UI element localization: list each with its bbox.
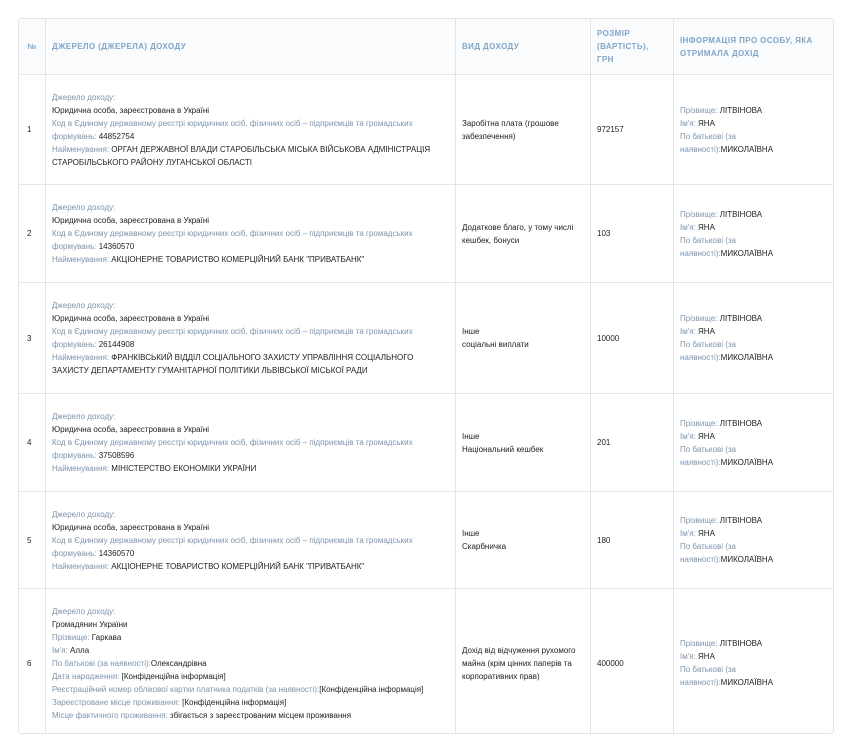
name-label: Найменування: xyxy=(52,561,112,571)
surname-label: Прізвище: xyxy=(680,639,720,648)
given-label: Ім'я: xyxy=(680,327,699,336)
surname-value: ЛІТВІНОВА xyxy=(719,639,763,648)
source-kind: Юридична особа, зареєстрована в Україні xyxy=(52,105,210,115)
patronymic-value: МИКОЛАЇВНА xyxy=(720,678,774,687)
amount-cell: 400000 xyxy=(591,589,674,735)
name-value: ОРГАН ДЕРЖАВНОЇ ВЛАДИ СТАРОБІЛЬСЬКА МІСЬКА ВІЙСЬКОВА АДМІНІСТРАЦІЯ СТАРОБІЛЬСЬКОГО РАЙОНУ ЛУГАНСЬКОЇ ОБЛАСТІ xyxy=(52,144,431,167)
surname-value: ЛІТВІНОВА xyxy=(719,105,763,115)
patronymic-value: МИКОЛАЇВНА xyxy=(720,248,774,258)
recipient-cell xyxy=(674,589,835,735)
source-cell xyxy=(46,75,456,185)
registered-place-value: [Конфіденційна інформація] xyxy=(182,697,287,707)
code-value: 14360570 xyxy=(98,548,135,558)
header-income-type: ВИД ДОХОДУ xyxy=(456,19,591,75)
table-header-row xyxy=(19,19,834,75)
name-label: Найменування: xyxy=(52,255,112,264)
income-type: Додаткове благо, у тому числі кешбек, бонуси xyxy=(462,222,574,245)
patronymic-value: Олександрівна xyxy=(150,658,207,668)
income-type-cell xyxy=(456,394,591,492)
row-number: 6 xyxy=(19,589,46,735)
source-label: Джерело доходу: xyxy=(52,301,116,310)
actual-place-label: Місце фактичного проживання: xyxy=(52,710,170,720)
recipient-cell xyxy=(674,283,835,394)
code-value: 44852754 xyxy=(98,131,135,141)
given-value: ЯНА xyxy=(698,431,715,441)
registered-place-label: Зареєстроване місце проживання: xyxy=(52,697,183,707)
actual-place-value: збігається з зареєстрованим місцем проживання xyxy=(170,710,352,720)
income-type-cell xyxy=(456,589,591,735)
given-label: Ім'я: xyxy=(680,431,699,441)
recipient-cell xyxy=(674,185,835,283)
given-value: Алла xyxy=(70,645,90,655)
source-kind: Юридична особа, зареєстрована в Україні xyxy=(52,522,210,532)
given-label: Ім'я: xyxy=(680,652,699,661)
patronymic-label: По батькові (за наявності): xyxy=(680,235,736,258)
income-type: Інше xyxy=(462,327,480,336)
patronymic-label: По батькові (за наявності): xyxy=(52,658,151,668)
source-label: Джерело доходу: xyxy=(52,606,116,616)
patronymic-label: По батькові (за наявності): xyxy=(680,665,736,687)
given-value: ЯНА xyxy=(698,529,715,538)
row-number: 2 xyxy=(19,185,46,283)
recipient-cell xyxy=(674,492,835,589)
code-label: Код в Єдиному державному реєстрі юридичних осіб, фізичних осіб – підприємців та громадських формувань: xyxy=(52,535,413,558)
recipient-cell xyxy=(674,394,835,492)
source-label: Джерело доходу: xyxy=(52,203,116,212)
source-kind: Громадянин України xyxy=(52,619,128,629)
header-recipient-info: ІНФОРМАЦІЯ ПРО ОСОБУ, ЯКА ОТРИМАЛА ДОХІД xyxy=(674,19,835,75)
surname-label: Прізвище: xyxy=(680,209,720,219)
table-row xyxy=(19,75,834,185)
given-value: ЯНА xyxy=(698,118,715,128)
header-amount: РОЗМІР (ВАРТІСТЬ), ГРН xyxy=(591,19,674,75)
patronymic-label: По батькові (за наявності): xyxy=(680,131,736,154)
code-value: 37508596 xyxy=(98,451,135,460)
surname-label: Прізвище: xyxy=(680,105,720,115)
name-value: ФРАНКІВСЬКИЙ ВІДДІЛ СОЦІАЛЬНОГО ЗАХИСТУ УПРАВЛІННЯ СОЦІАЛЬНОГО ЗАХИСТУ ДЕПАРТАМЕНТУ ГУМАНІТАРНОЇ ПОЛІТИКИ ЛЬВІВСЬКОЇ МІСЬКОЇ РАДИ xyxy=(52,353,414,375)
amount-cell: 201 xyxy=(591,394,674,492)
income-type-cell xyxy=(456,75,591,185)
given-label: Ім'я: xyxy=(680,222,699,232)
patronymic-label: По батькові (за наявності): xyxy=(680,444,736,467)
code-value: 14360570 xyxy=(98,242,135,251)
surname-value: ЛІТВІНОВА xyxy=(719,516,763,525)
table-row xyxy=(19,283,834,394)
income-type: Заробітна плата (грошове забезпечення) xyxy=(462,118,559,141)
patronymic-value: МИКОЛАЇВНА xyxy=(720,457,774,467)
table-row xyxy=(19,589,834,735)
name-value: МІНІСТЕРСТВО ЕКОНОМІКИ УКРАЇНИ xyxy=(111,464,257,473)
amount-cell: 103 xyxy=(591,185,674,283)
income-type-cell xyxy=(456,283,591,394)
patronymic-label: По батькові (за наявності): xyxy=(680,542,736,564)
income-type-detail: Скарбничка xyxy=(462,542,507,551)
name-value: АКЦІОНЕРНЕ ТОВАРИСТВО КОМЕРЦІЙНИЙ БАНК "ПРИВАТБАНК" xyxy=(111,561,365,571)
code-label: Код в Єдиному державному реєстрі юридичних осіб, фізичних осіб – підприємців та громадських формувань: xyxy=(52,118,413,141)
source-cell xyxy=(46,283,456,394)
source-cell xyxy=(46,589,456,735)
surname-value: ЛІТВІНОВА xyxy=(719,209,763,219)
given-value: ЯНА xyxy=(698,652,715,661)
code-label: Код в Єдиному державному реєстрі юридичних осіб, фізичних осіб – підприємців та громадських формувань: xyxy=(52,438,413,460)
patronymic-value: МИКОЛАЇВНА xyxy=(720,555,774,564)
amount-cell: 10000 xyxy=(591,283,674,394)
amount-cell: 972157 xyxy=(591,75,674,185)
source-kind: Юридична особа, зареєстрована в Україні xyxy=(52,314,210,323)
given-label: Ім'я: xyxy=(680,118,699,128)
surname-value: ЛІТВІНОВА xyxy=(719,314,763,323)
code-label: Код в Єдиному державному реєстрі юридичних осіб, фізичних осіб – підприємців та громадських формувань: xyxy=(52,327,413,349)
surname-value: Гаркава xyxy=(91,632,122,642)
code-value: 26144908 xyxy=(98,340,135,349)
name-value: АКЦІОНЕРНЕ ТОВАРИСТВО КОМЕРЦІЙНИЙ БАНК "ПРИВАТБАНК" xyxy=(111,255,365,264)
table-row xyxy=(19,185,834,283)
surname-label: Прізвище: xyxy=(680,516,720,525)
patronymic-label: По батькові (за наявності): xyxy=(680,340,736,362)
source-cell xyxy=(46,394,456,492)
income-type: Інше xyxy=(462,431,480,441)
tax-number-label: Реєстраційний номер облікової картки платника податків (за наявності): xyxy=(52,684,320,694)
source-label: Джерело доходу: xyxy=(52,509,116,519)
row-number: 1 xyxy=(19,75,46,185)
income-type-cell xyxy=(456,185,591,283)
source-kind: Юридична особа, зареєстрована в Україні xyxy=(52,216,210,225)
source-cell xyxy=(46,185,456,283)
source-label: Джерело доходу: xyxy=(52,92,116,102)
source-cell xyxy=(46,492,456,589)
name-label: Найменування: xyxy=(52,144,112,154)
amount-cell: 180 xyxy=(591,492,674,589)
name-label: Найменування: xyxy=(52,464,112,473)
given-label: Ім'я: xyxy=(52,645,71,655)
given-value: ЯНА xyxy=(698,327,715,336)
source-label: Джерело доходу: xyxy=(52,412,116,421)
income-type-detail: Національний кешбек xyxy=(462,444,544,454)
given-value: ЯНА xyxy=(698,222,715,232)
source-kind: Юридична особа, зареєстрована в Україні xyxy=(52,425,210,434)
income-table-container xyxy=(18,18,834,734)
code-label: Код в Єдиному державному реєстрі юридичних осіб, фізичних осіб – підприємців та громадських формувань: xyxy=(52,229,413,251)
header-source: ДЖЕРЕЛО (ДЖЕРЕЛА) ДОХОДУ xyxy=(46,19,456,75)
patronymic-value: МИКОЛАЇВНА xyxy=(720,353,774,362)
row-number: 4 xyxy=(19,394,46,492)
patronymic-value: МИКОЛАЇВНА xyxy=(720,144,774,154)
row-number: 3 xyxy=(19,283,46,394)
tax-number-value: [Конфіденційна інформація] xyxy=(319,684,424,694)
income-type: Дохід від відчуження рухомого майна (крім цінних паперів та корпоративних прав) xyxy=(462,645,576,681)
income-type: Інше xyxy=(462,529,480,538)
name-label: Найменування: xyxy=(52,353,112,362)
row-number: 5 xyxy=(19,492,46,589)
surname-label: Прізвище: xyxy=(680,418,720,428)
birth-value: [Конфіденційна інформація] xyxy=(121,671,226,681)
income-type-detail: соціальні виплати xyxy=(462,340,529,349)
header-number: № xyxy=(19,19,46,75)
income-table xyxy=(19,19,834,734)
surname-label: Прізвище: xyxy=(680,314,720,323)
income-type-cell xyxy=(456,492,591,589)
surname-value: ЛІТВІНОВА xyxy=(719,418,763,428)
birth-label: Дата народження: xyxy=(52,671,122,681)
table-row xyxy=(19,492,834,589)
surname-label: Прізвище: xyxy=(52,632,92,642)
recipient-cell xyxy=(674,75,835,185)
given-label: Ім'я: xyxy=(680,529,699,538)
table-row xyxy=(19,394,834,492)
